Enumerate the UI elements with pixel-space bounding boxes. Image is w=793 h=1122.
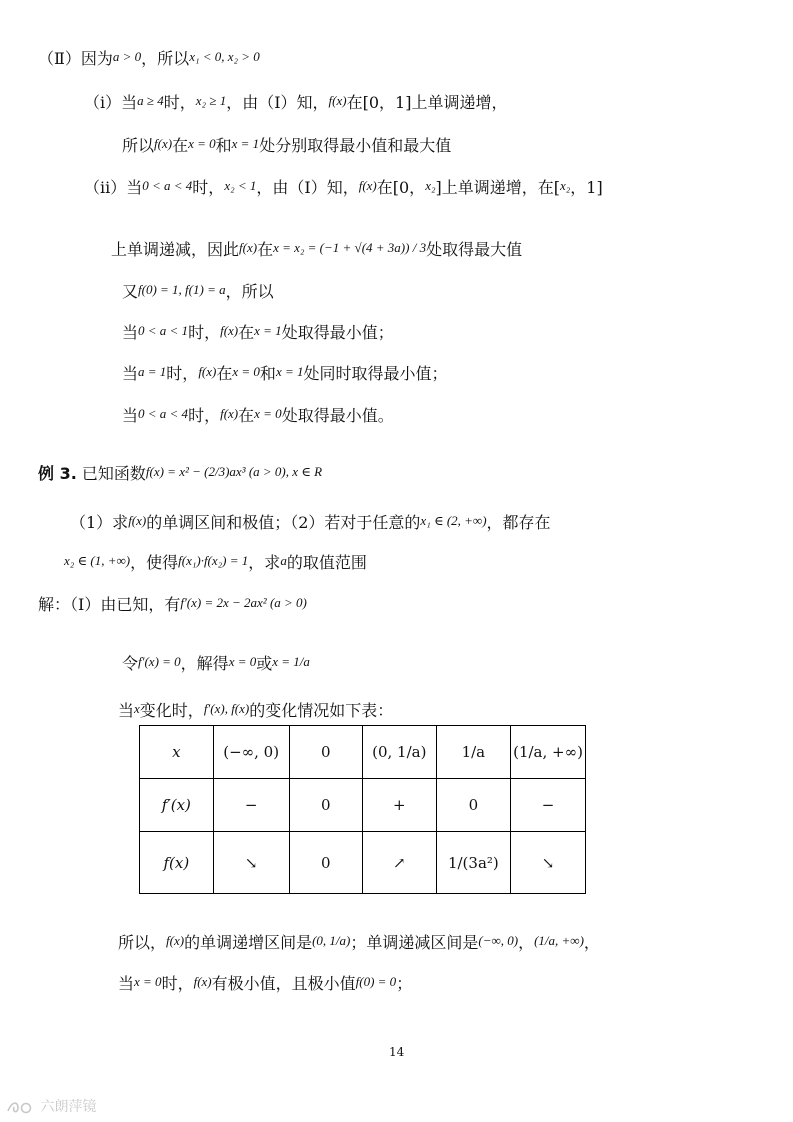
text-run: （ⅱ）当 [84, 178, 143, 197]
watermark-logo-icon [6, 1099, 36, 1115]
math-expr: x = 0 [254, 406, 282, 421]
table-cell: + [362, 779, 436, 832]
table-cell: 0 [436, 779, 510, 832]
text-run: 当 [118, 974, 135, 993]
table-row [140, 832, 586, 894]
text-run: ，解得 [180, 654, 229, 673]
math-expr: x₂ ∈ (1, +∞) [64, 553, 131, 568]
math-expr: x = 0 [134, 974, 162, 989]
math-expr: x = 1/a [272, 654, 310, 669]
text-run: ；单调递减区间是 [350, 933, 479, 952]
text-run: 处取得最小值。 [281, 406, 394, 425]
text-run: 当 [122, 406, 139, 425]
text-run: ，求 [248, 553, 281, 572]
table-cell: x [140, 726, 214, 779]
line-case-i-conclusion [122, 133, 451, 157]
math-expr: x = 0 [232, 364, 260, 379]
text-run: 有极小值，且极小值 [211, 974, 356, 993]
table-cell: (0, 1/a) [362, 726, 436, 779]
math-expr: f(x) [128, 513, 147, 528]
text-run: 当 [122, 364, 139, 383]
text-run: 在 [216, 364, 233, 383]
bold-label: 例 3. [38, 464, 77, 483]
text-run: ，所以 [225, 282, 274, 301]
math-expr: a = 1 [138, 364, 167, 379]
math-expr: x = 1 [254, 323, 282, 338]
text-run: 又 [122, 282, 139, 301]
math-expr: f(x) [193, 974, 212, 989]
variation-table [139, 725, 586, 894]
math-expr: x₂ [425, 178, 436, 193]
text-run: 和 [215, 136, 232, 155]
text-run: 或 [256, 654, 273, 673]
text-run: 在 [238, 323, 255, 342]
text-run: 在 [238, 406, 255, 425]
text-run: ； [396, 974, 413, 993]
math-expr: f(x) [166, 933, 185, 948]
text-run: 的单调递增区间是 [184, 933, 313, 952]
solution-derivative [38, 592, 307, 616]
watermark-text: 六朗萍镜 [40, 1099, 97, 1115]
math-expr: x = 0 [188, 136, 216, 151]
line-case-ii-max [111, 237, 522, 261]
text-run: 处分别取得最小值和最大值 [259, 136, 452, 155]
text-run: ， [518, 933, 535, 952]
math-expr: x = 1 [275, 364, 304, 379]
math-expr: f′(x) = 0 [138, 654, 181, 669]
math-expr: x₁ ∈ (2, +∞) [420, 513, 487, 528]
text-run: 处同时取得最小值； [303, 364, 448, 383]
text-run: 处取得最大值 [426, 240, 523, 259]
text-run: 令 [122, 654, 139, 673]
table-cell: − [511, 779, 586, 832]
line-case-ii [84, 175, 603, 199]
line-min-2 [122, 361, 448, 385]
text-run: （ⅰ）当 [84, 93, 138, 112]
solution-monotonic-intervals [118, 930, 600, 954]
math-expr: x = 1 [231, 136, 260, 151]
math-expr: f(x) = x² − (2/3)ax³ (a > 0), x ∈ R [145, 464, 323, 479]
text-run: 在 [257, 240, 274, 259]
text-run: （1）求 [70, 513, 129, 532]
math-expr: x = 0 [228, 654, 257, 669]
text-run: ，使得 [130, 553, 179, 572]
watermark [6, 1096, 96, 1116]
math-expr: f(x) [239, 240, 258, 255]
math-expr: x [134, 701, 140, 716]
text-run: ]上单调递增，在[ [435, 178, 560, 197]
math-expr: f(x) [154, 136, 173, 151]
text-run: 的取值范围 [286, 553, 367, 572]
math-expr: 0 < a < 4 [138, 406, 189, 421]
math-expr: f′(x) = 2x − 2ax² (a > 0) [180, 595, 307, 610]
text-run: ，所以 [141, 49, 190, 68]
text-run: 时， [188, 323, 221, 342]
math-expr: 0 < a < 1 [138, 323, 189, 338]
table-cell: ↗ [362, 832, 436, 894]
example-3-question-2 [64, 550, 367, 574]
line-part-ii [38, 46, 260, 70]
text-run: ， [583, 933, 600, 952]
math-expr: (1/a, +∞) [534, 933, 584, 948]
line-case-i [84, 90, 507, 114]
math-expr: (0, 1/a) [312, 933, 351, 948]
table-cell: 0 [289, 832, 362, 894]
solution-extremum [118, 971, 412, 995]
text-run: 时， [166, 364, 199, 383]
text-run: 所以 [122, 136, 155, 155]
math-expr: f(x₁)·f(x₂) = 1 [178, 553, 249, 568]
table-cell: 1/a [436, 726, 510, 779]
text-run: 当 [118, 701, 135, 720]
math-expr: f(x) [220, 323, 239, 338]
solution-table-intro [118, 698, 393, 722]
text-run: 变化时， [139, 701, 204, 720]
math-expr: 0 < a < 4 [142, 178, 193, 193]
table-cell: (−∞, 0) [213, 726, 289, 779]
text-run: 当 [122, 323, 139, 342]
text-run: 在[0，1]上单调递增， [346, 93, 508, 112]
math-expr: f(0) = 1, f(1) = a [138, 282, 226, 297]
page-number: 14 [389, 1045, 405, 1059]
math-expr: a [280, 553, 287, 568]
text-run: 所以， [118, 933, 167, 952]
text-run: 时， [192, 178, 225, 197]
math-expr: x₂ ≥ 1 [195, 93, 227, 108]
text-run: 在 [172, 136, 189, 155]
math-expr: f′(x), f(x) [203, 701, 250, 716]
table-cell: 0 [289, 779, 362, 832]
math-expr: a ≥ 4 [137, 93, 164, 108]
text-run: 时， [161, 974, 194, 993]
text-run: 上单调递减，因此 [111, 240, 240, 259]
example-3-heading [38, 461, 322, 485]
text-run: 在[0， [376, 178, 426, 197]
math-expr: f(x) [358, 178, 377, 193]
text-run: ，由（Ⅰ）知， [256, 178, 359, 197]
table-row [140, 779, 586, 832]
text-run: ，1] [570, 178, 603, 197]
text-run: 已知函数 [76, 464, 146, 483]
solution-critical-points [122, 651, 310, 675]
text-run: 解：（Ⅰ）由已知，有 [38, 595, 181, 614]
table-cell: 0 [289, 726, 362, 779]
table-cell: ↘ [511, 832, 586, 894]
math-expr: x₂ < 1 [224, 178, 257, 193]
example-3-question-1 [70, 510, 551, 534]
math-expr: f(x) [220, 406, 239, 421]
line-min-1 [122, 320, 394, 344]
table-cell: − [213, 779, 289, 832]
math-expr: f(x) [328, 93, 347, 108]
table-cell: ↘ [213, 832, 289, 894]
line-min-3 [122, 403, 394, 427]
math-expr: (−∞, 0) [478, 933, 519, 948]
text-run: 时， [188, 406, 221, 425]
text-run: （Ⅱ）因为 [38, 49, 113, 68]
text-run: 处取得最小值； [281, 323, 394, 342]
table-cell: f(x) [140, 832, 214, 894]
table-cell: f′(x) [140, 779, 214, 832]
text-run: ，由（Ⅰ）知， [226, 93, 329, 112]
text-run: ，都存在 [486, 513, 551, 532]
math-expr: f(0) = 0 [355, 974, 397, 989]
text-run: 时， [163, 93, 196, 112]
line-values [122, 279, 274, 303]
math-expr: x₁ < 0, x₂ > 0 [189, 49, 260, 64]
math-expr: x₂ [559, 178, 571, 193]
table-cell: (1/a, +∞) [511, 726, 586, 779]
text-run: 的变化情况如下表： [249, 701, 394, 720]
table-row [140, 726, 586, 779]
math-expr: f(x) [198, 364, 217, 379]
table-cell: 1/(3a²) [436, 832, 510, 894]
text-run: 的单调区间和极值；（2）若对于任意的 [146, 513, 421, 532]
text-run: 和 [259, 364, 276, 383]
math-expr: a > 0 [112, 49, 142, 64]
math-expr: x = x₂ = (−1 + √(4 + 3a)) / 3 [273, 240, 427, 255]
